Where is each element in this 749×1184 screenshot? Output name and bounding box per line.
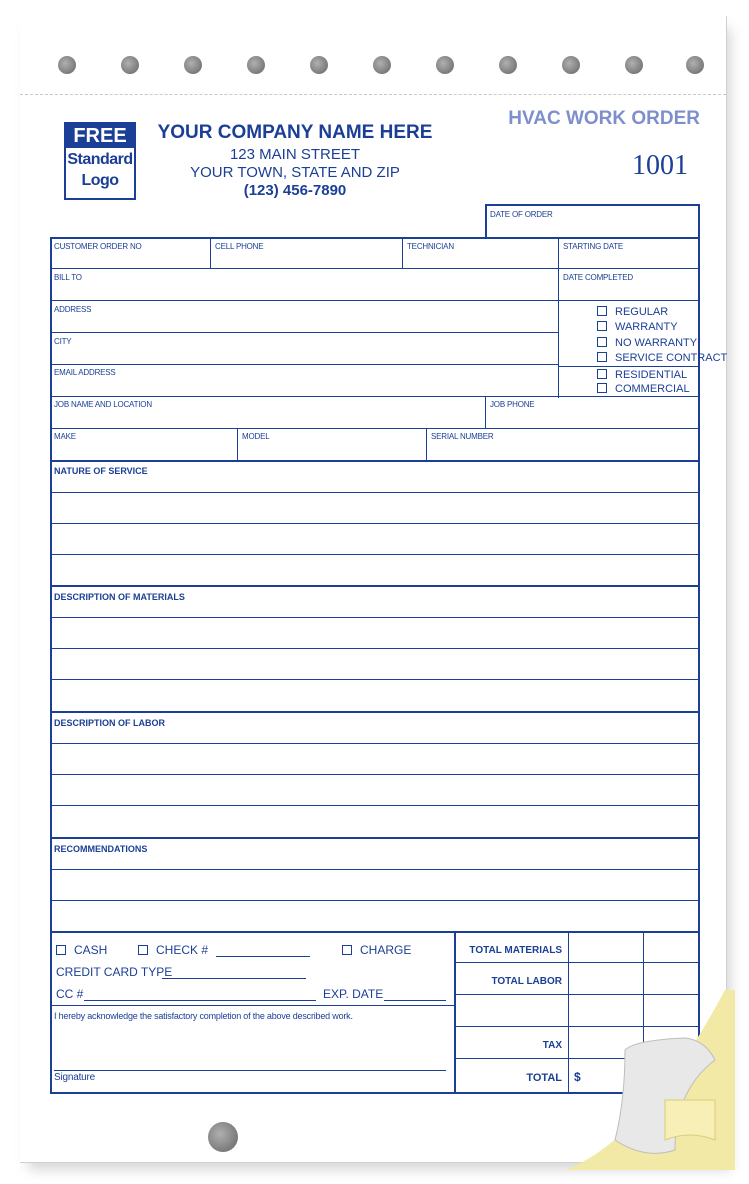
description-of-materials-heading: DESCRIPTION OF MATERIALS — [54, 592, 185, 602]
total-label: TOTAL — [526, 1072, 562, 1084]
starting-date-label: STARTING DATE — [563, 242, 624, 251]
date-of-order-label: DATE OF ORDER — [490, 210, 553, 219]
exp-date-label: EXP. DATE — [323, 987, 384, 1001]
check-checkbox[interactable]: CHECK # — [138, 943, 208, 957]
cash-checkbox[interactable]: CASH — [56, 943, 107, 957]
charge-checkbox[interactable]: CHARGE — [342, 943, 411, 957]
punch-hole — [686, 56, 704, 74]
order-number: 1001 — [632, 150, 688, 181]
customer-order-no-label: CUSTOMER ORDER NO — [54, 242, 142, 251]
signature-label: Signature — [54, 1072, 96, 1083]
job-phone-label: JOB PHONE — [490, 400, 535, 409]
logo-logo-text: Logo — [81, 172, 119, 189]
punch-hole — [58, 56, 76, 74]
nature-of-service-heading: NATURE OF SERVICE — [54, 466, 148, 476]
punch-hole — [184, 56, 202, 74]
company-name: YOUR COMPANY NAME HERE — [157, 122, 433, 143]
cc-number-label: CC # — [56, 987, 84, 1001]
company-city: YOUR TOWN, STATE AND ZIP — [190, 164, 400, 181]
company-phone: (123) 456-7890 — [243, 182, 347, 199]
punch-hole — [310, 56, 328, 74]
model-label: MODEL — [242, 432, 270, 441]
no-warranty-checkbox[interactable]: NO WARRANTY — [597, 337, 697, 349]
acknowledgement-text: I hereby acknowledge the satisfactory completion of the above described work. — [54, 1011, 353, 1021]
page-curl-icon — [565, 990, 735, 1170]
description-of-labor-heading: DESCRIPTION OF LABOR — [54, 718, 166, 728]
bottom-punch-hole — [208, 1122, 238, 1152]
make-label: MAKE — [54, 432, 76, 441]
cell-phone-label: CELL PHONE — [215, 242, 264, 251]
logo-free-text: FREE — [66, 124, 134, 148]
serial-number-label: SERIAL NUMBER — [431, 432, 494, 441]
address-label: ADDRESS — [54, 305, 92, 314]
punch-hole — [625, 56, 643, 74]
city-label: CITY — [54, 337, 72, 346]
regular-checkbox[interactable]: REGULAR — [597, 306, 668, 318]
punch-hole — [562, 56, 580, 74]
tax-label: TAX — [542, 1040, 562, 1051]
logo-standard-text: Standard — [67, 151, 133, 168]
punch-hole — [436, 56, 454, 74]
technician-label: TECHNICIAN — [407, 242, 454, 251]
warranty-checkbox[interactable]: WARRANTY — [597, 321, 678, 333]
company-logo — [64, 122, 136, 200]
total-materials-label: TOTAL MATERIALS — [469, 945, 562, 956]
company-street: 123 MAIN STREET — [229, 146, 361, 163]
job-name-label: JOB NAME AND LOCATION — [54, 400, 152, 409]
punch-hole — [373, 56, 391, 74]
form-grid — [50, 204, 728, 1094]
punch-hole — [247, 56, 265, 74]
email-label: EMAIL ADDRESS — [54, 368, 116, 377]
signature-field[interactable] — [54, 1024, 446, 1068]
service-contract-checkbox[interactable]: SERVICE CONTRACT — [597, 352, 727, 364]
form-title: HVAC WORK ORDER — [508, 108, 700, 129]
residential-checkbox[interactable]: RESIDENTIAL — [597, 369, 687, 381]
punch-hole — [499, 56, 517, 74]
total-labor-label: TOTAL LABOR — [491, 976, 562, 987]
perforation-line — [20, 94, 726, 95]
date-of-order-field[interactable] — [488, 206, 696, 237]
punch-hole — [121, 56, 139, 74]
date-completed-label: DATE COMPLETED — [563, 273, 633, 282]
credit-card-type-label: CREDIT CARD TYPE — [56, 965, 173, 979]
currency-symbol: $ — [574, 1070, 581, 1084]
commercial-checkbox[interactable]: COMMERCIAL — [597, 383, 690, 395]
bill-to-label: BILL TO — [54, 273, 82, 282]
recommendations-heading: RECOMMENDATIONS — [54, 844, 148, 854]
